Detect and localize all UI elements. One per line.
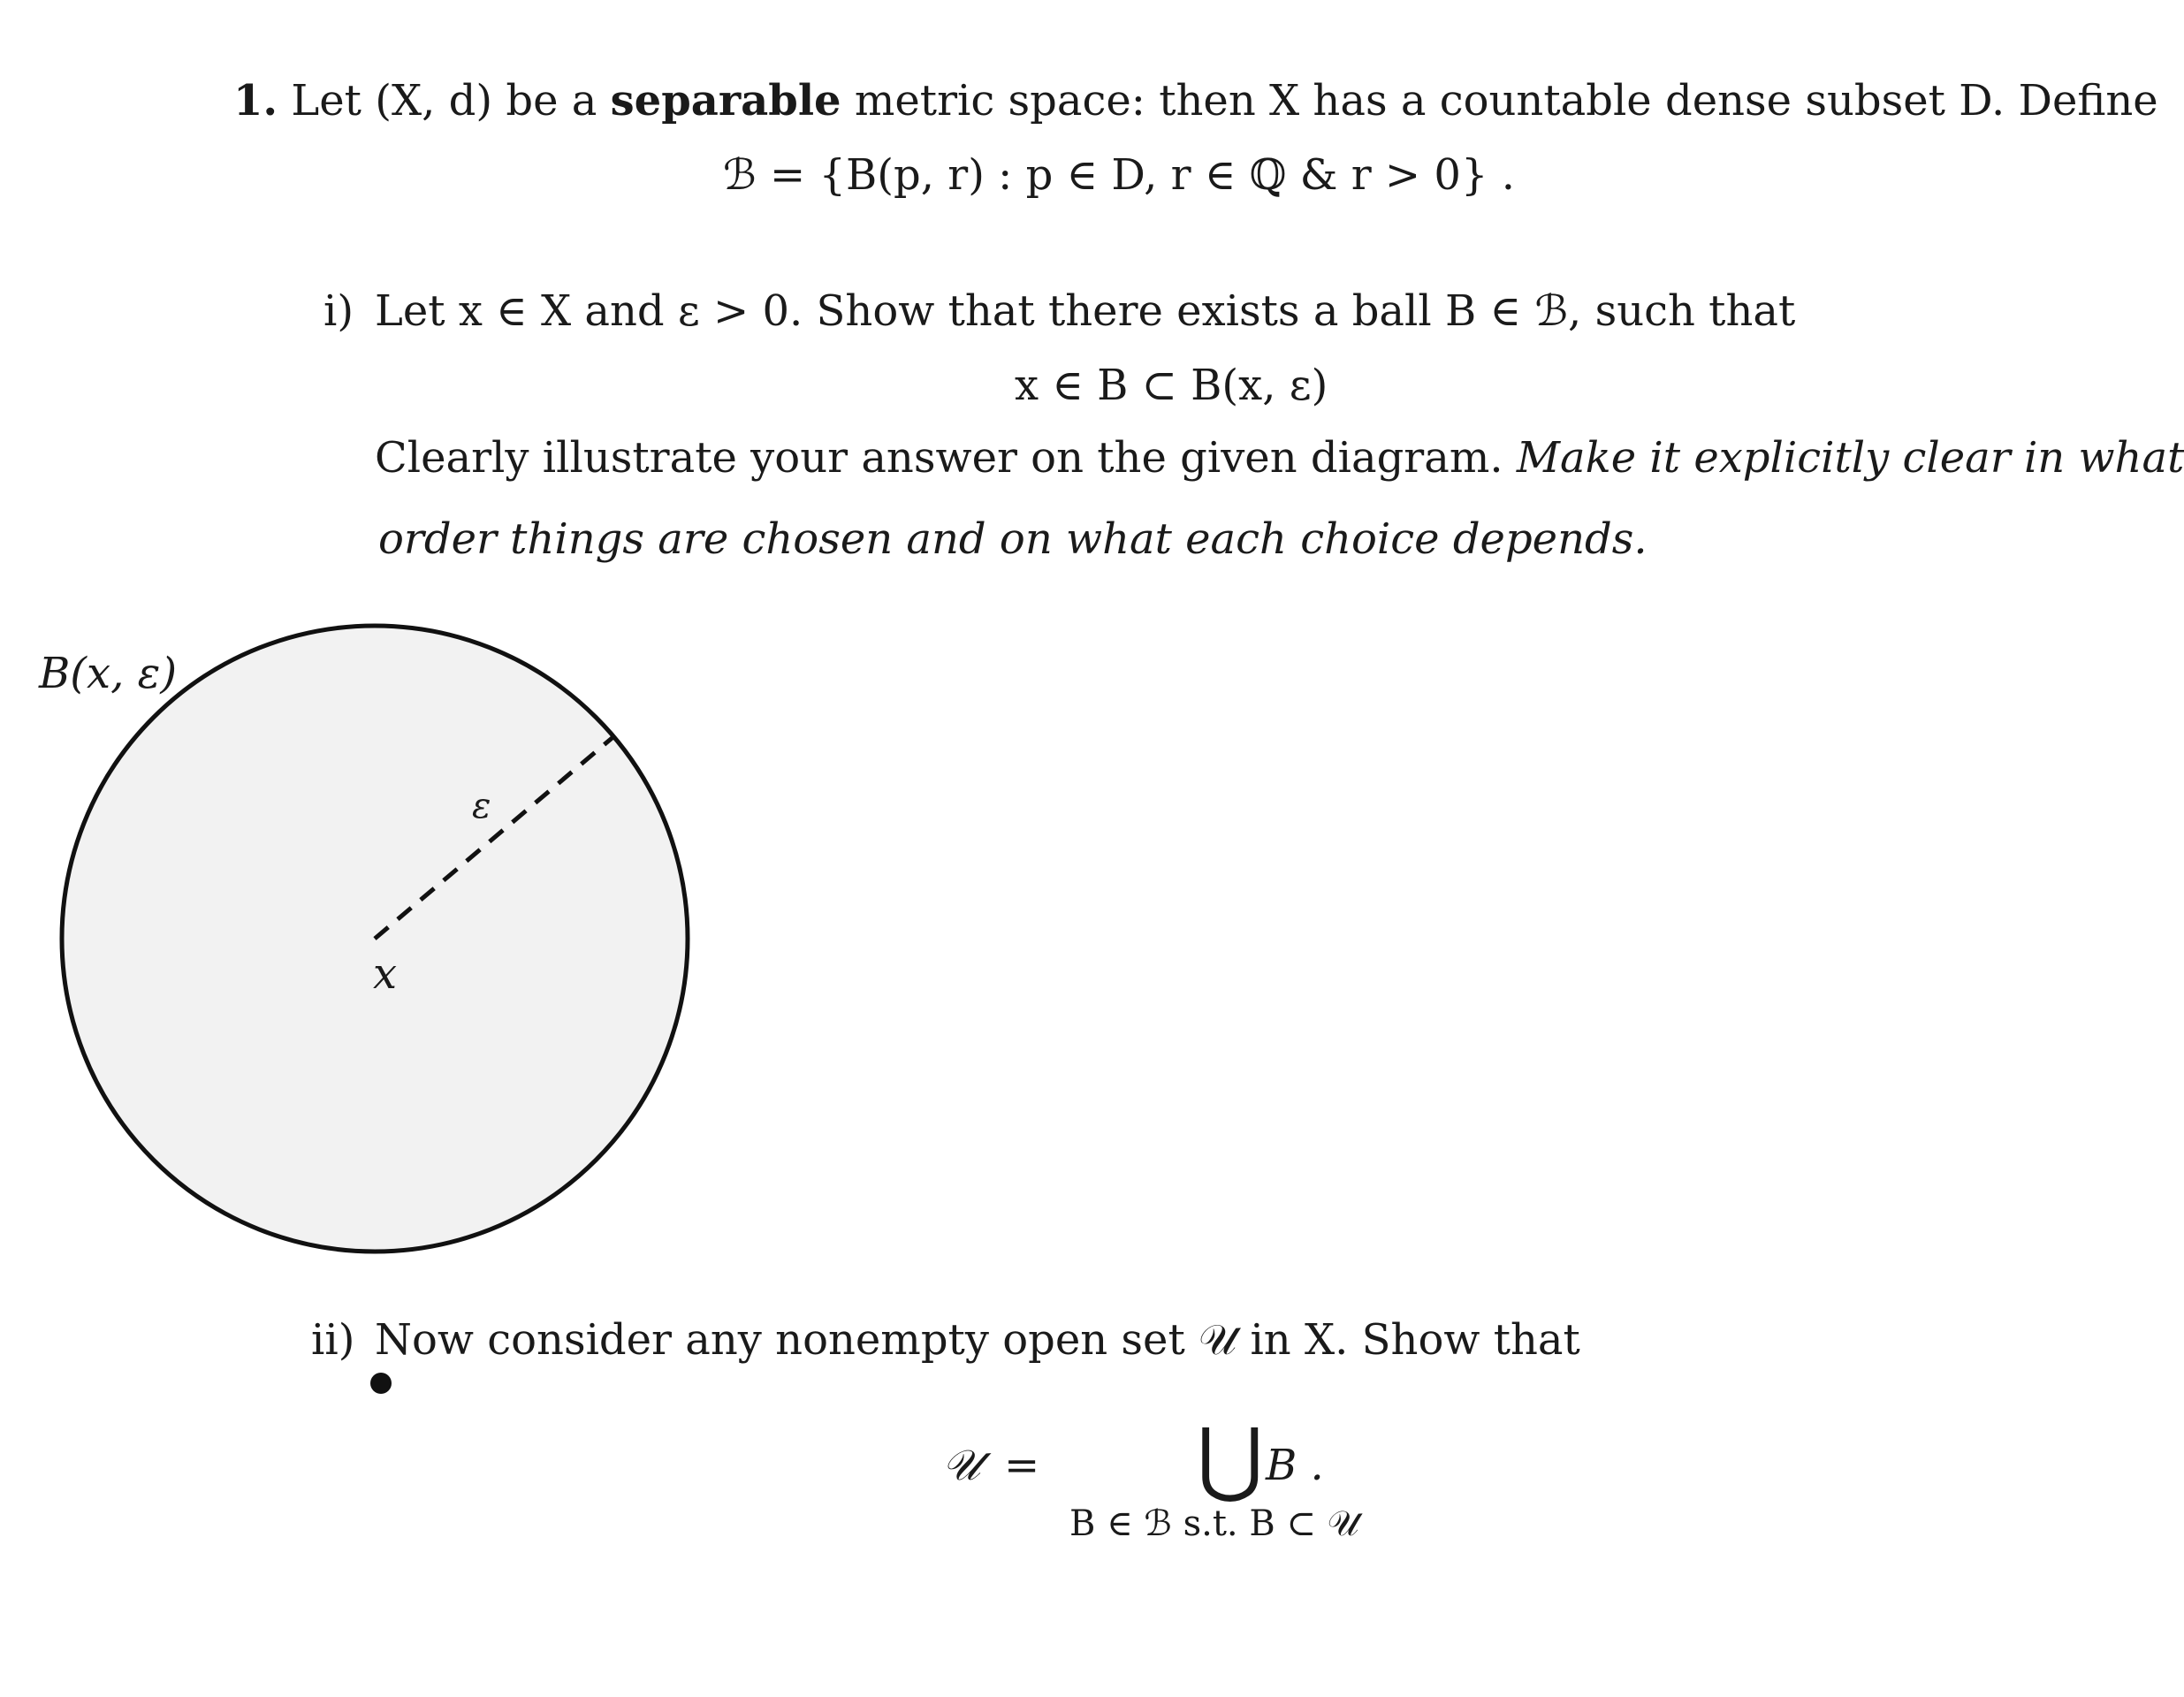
union-index: B ∈ ℬ s.t. B ⊂ 𝒰 bbox=[1069, 1503, 1359, 1544]
big-union-symbol: ⋃ bbox=[1197, 1411, 1264, 1505]
separable-keyword: separable bbox=[610, 76, 841, 126]
center-label: x bbox=[373, 949, 398, 999]
part-i-instruction: Clearly illustrate your answer on the given diagram. bbox=[375, 433, 1503, 483]
part-i-emphasis-1: Make it explicitly clear in what bbox=[1516, 433, 2184, 483]
union-body: B . bbox=[1266, 1441, 1324, 1490]
part-i-statement: Let x ∈ X and ε > 0. Show that there exists a ball B ∈ ℬ, such that bbox=[375, 286, 1796, 336]
intro-prefix: Let bbox=[291, 76, 361, 126]
part-ii-statement: Now consider any nonempty open set 𝒰 in X. Show that bbox=[375, 1315, 1580, 1365]
space-notation: (X, d) bbox=[375, 76, 493, 126]
part-ii-label: ii) bbox=[311, 1315, 355, 1365]
problem-number: 1. bbox=[233, 76, 278, 126]
union-lhs: 𝒰 bbox=[942, 1441, 981, 1490]
part-i-display: x ∈ B ⊂ B(x, ε) bbox=[1015, 361, 1328, 410]
intro-be-a: be a bbox=[506, 76, 597, 126]
part-i-label: i) bbox=[323, 286, 354, 336]
part-i-emphasis-2: order things are chosen and on what each choice depends. bbox=[378, 514, 1648, 564]
intro-rest: metric space: then X has a countable dense subset D. Define bbox=[854, 76, 2158, 126]
radius-label: ε bbox=[472, 786, 491, 826]
bullet-dot bbox=[370, 1373, 392, 1394]
union-equals: = bbox=[1004, 1441, 1040, 1490]
ball-label: B(x, ε) bbox=[39, 649, 178, 698]
basis-definition: ℬ = {B(p, r) : p ∈ D, r ∈ ℚ & r > 0} . bbox=[723, 150, 1515, 200]
